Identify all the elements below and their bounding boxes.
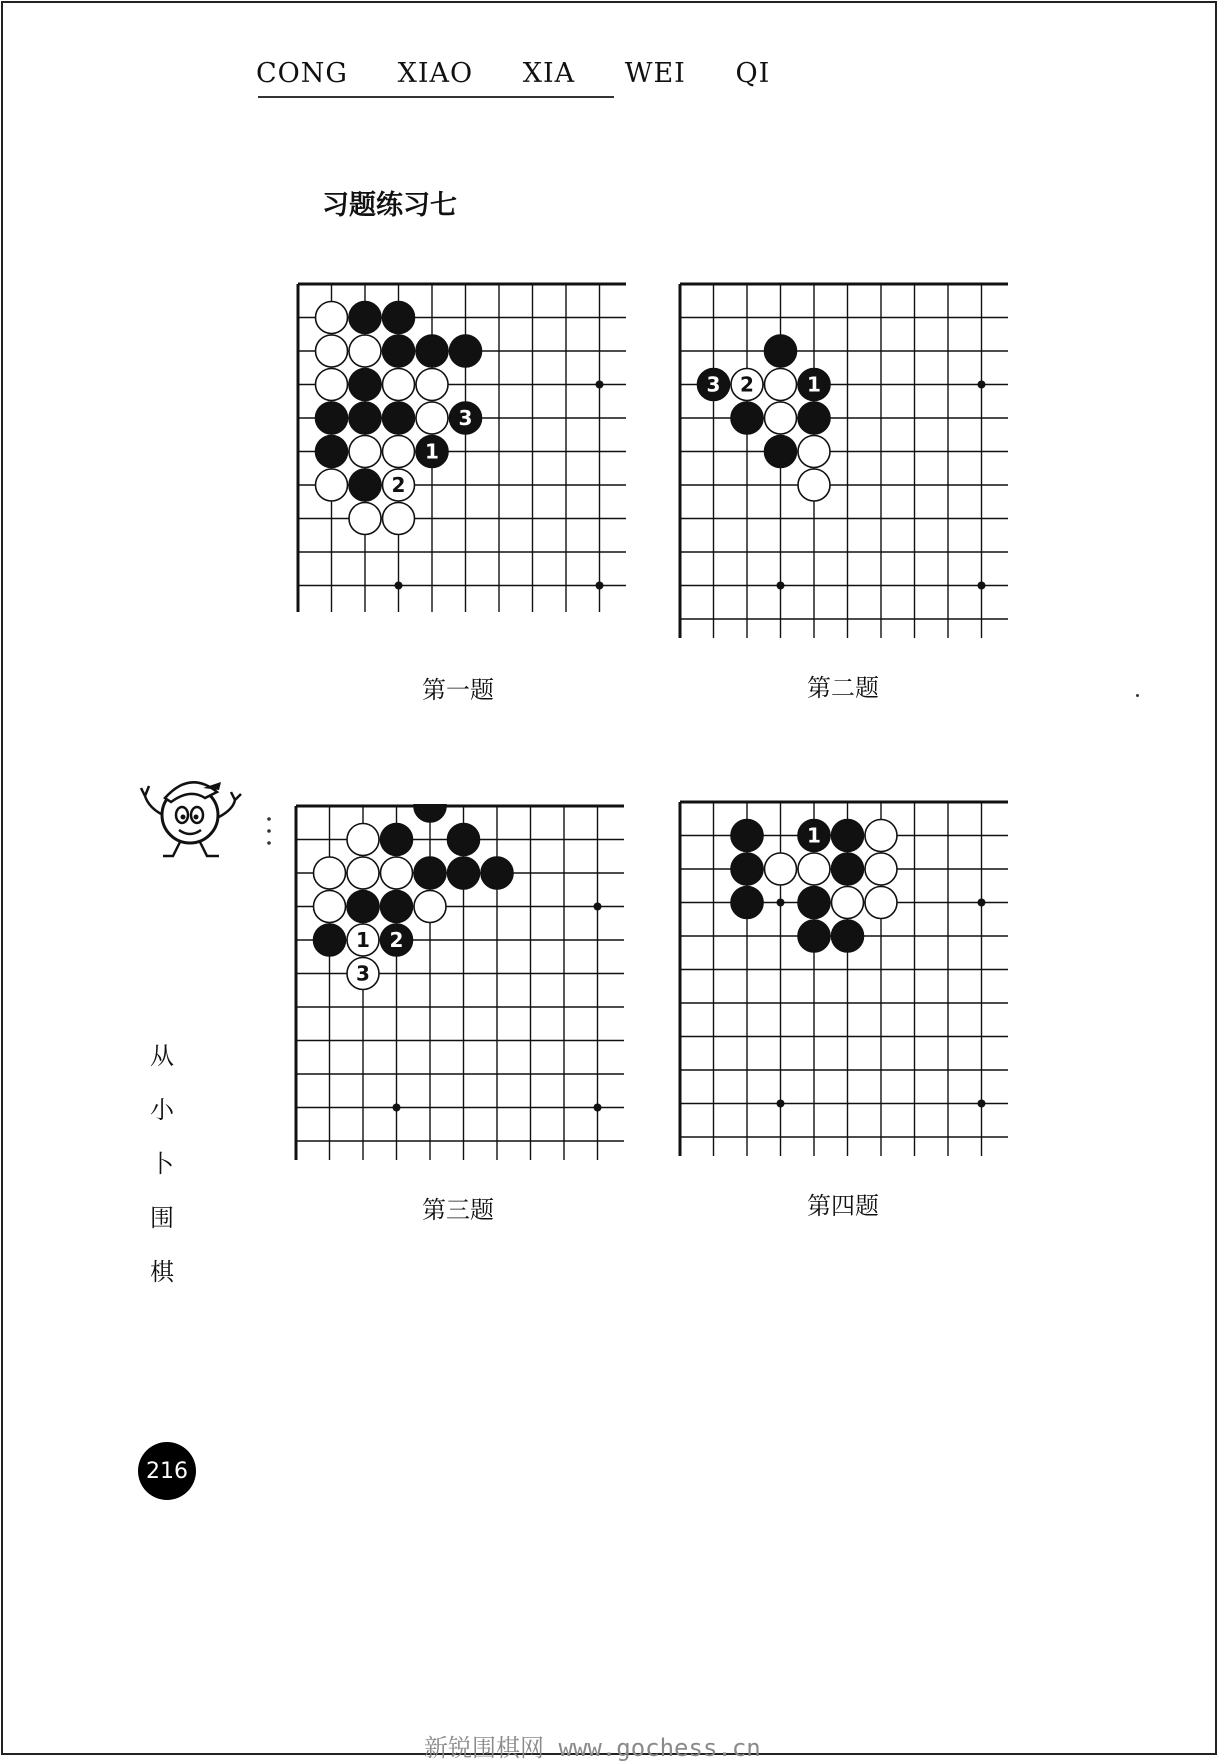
black-stone xyxy=(731,853,763,885)
black-stone xyxy=(450,402,482,434)
black-stone xyxy=(731,820,763,852)
star-point xyxy=(777,1100,785,1108)
white-stone xyxy=(865,820,897,852)
black-stone xyxy=(314,924,346,956)
stray-mark xyxy=(1136,694,1139,697)
black-stone xyxy=(481,857,513,889)
header-underline xyxy=(258,96,614,98)
black-stone xyxy=(832,853,864,885)
white-stone xyxy=(383,369,415,401)
star-point xyxy=(777,582,785,590)
side-title-char: 卜 xyxy=(150,1150,174,1178)
white-stone xyxy=(865,853,897,885)
black-stone xyxy=(798,369,830,401)
black-stone xyxy=(798,920,830,952)
problem-1-caption: 第一题 xyxy=(422,676,494,704)
black-stone xyxy=(349,402,381,434)
go-board-problem-3 xyxy=(294,804,624,1160)
problem-4-caption: 第四题 xyxy=(807,1192,879,1220)
black-stone xyxy=(765,335,797,367)
move-number: 3 xyxy=(706,372,721,397)
star-point xyxy=(978,1100,986,1108)
black-stone xyxy=(765,436,797,468)
black-stone xyxy=(450,335,482,367)
header-word: WEI xyxy=(624,58,686,89)
white-stone xyxy=(731,369,763,401)
white-stone xyxy=(383,469,415,501)
move-number: 1 xyxy=(807,372,821,397)
move-number: 3 xyxy=(458,406,473,430)
side-title-char: 围 xyxy=(150,1204,174,1232)
white-stone xyxy=(347,958,379,990)
move-number: 1 xyxy=(356,928,370,952)
black-stone xyxy=(832,820,864,852)
star-point xyxy=(594,1104,602,1112)
problem-2-caption: 第二题 xyxy=(807,674,879,702)
move-number: 2 xyxy=(389,928,404,952)
black-stone xyxy=(316,436,348,468)
white-stone xyxy=(349,503,381,535)
star-point xyxy=(978,582,986,590)
go-board-problem-1 xyxy=(296,282,626,612)
black-stone xyxy=(414,857,446,889)
black-stone xyxy=(381,891,413,923)
white-stone xyxy=(314,857,346,889)
side-title-char: 从 xyxy=(150,1042,174,1070)
white-stone xyxy=(765,402,797,434)
black-stone xyxy=(349,369,381,401)
black-stone xyxy=(731,402,763,434)
white-stone xyxy=(765,369,797,401)
white-stone xyxy=(416,369,448,401)
go-board-problem-4 xyxy=(678,800,1008,1156)
white-stone xyxy=(416,402,448,434)
white-stone xyxy=(798,469,830,501)
white-stone xyxy=(347,857,379,889)
move-number: 2 xyxy=(740,372,754,397)
black-stone xyxy=(383,402,415,434)
star-point xyxy=(393,1104,401,1112)
black-stone xyxy=(416,436,448,468)
white-stone xyxy=(316,469,348,501)
black-stone xyxy=(798,820,830,852)
white-stone xyxy=(349,436,381,468)
black-stone xyxy=(414,804,446,822)
black-stone xyxy=(349,469,381,501)
star-point xyxy=(978,899,986,907)
black-stone xyxy=(731,887,763,919)
header-word: CONG xyxy=(256,58,348,89)
header-word: XIAO xyxy=(397,58,474,89)
black-stone xyxy=(316,402,348,434)
star-point xyxy=(594,903,602,911)
star-point xyxy=(395,582,403,590)
watermark: 新锐围棋网 www.gochess.cn xyxy=(424,1734,761,1762)
black-stone xyxy=(383,302,415,334)
header-word: XIA xyxy=(522,58,576,89)
black-stone xyxy=(832,920,864,952)
white-stone xyxy=(765,853,797,885)
black-stone xyxy=(448,857,480,889)
header-word: QI xyxy=(735,58,771,89)
go-board-problem-2 xyxy=(678,282,1008,638)
white-stone xyxy=(347,924,379,956)
page-title: 习题练习七 xyxy=(322,190,457,221)
white-stone xyxy=(349,335,381,367)
white-stone xyxy=(865,887,897,919)
move-number: 1 xyxy=(807,823,821,848)
black-stone xyxy=(381,924,413,956)
page-number: 216 xyxy=(138,1442,196,1500)
white-stone xyxy=(798,436,830,468)
white-stone xyxy=(314,891,346,923)
black-stone xyxy=(416,335,448,367)
star-point xyxy=(777,899,785,907)
white-stone xyxy=(381,857,413,889)
black-stone xyxy=(383,335,415,367)
star-point xyxy=(596,582,604,590)
white-stone xyxy=(316,335,348,367)
white-stone xyxy=(832,887,864,919)
side-title-char: 小 xyxy=(150,1096,174,1124)
black-stone xyxy=(448,824,480,856)
white-stone xyxy=(383,436,415,468)
star-point xyxy=(596,381,604,389)
problem-3-caption: 第三题 xyxy=(422,1196,494,1224)
mascot-illustration xyxy=(135,760,245,860)
side-title-char: 棋 xyxy=(150,1258,174,1286)
white-stone xyxy=(414,891,446,923)
white-stone xyxy=(347,824,379,856)
move-number: 3 xyxy=(356,961,370,986)
decorative-dots xyxy=(265,815,275,855)
black-stone xyxy=(798,887,830,919)
white-stone xyxy=(316,369,348,401)
white-stone xyxy=(383,503,415,535)
star-point xyxy=(978,381,986,389)
black-stone xyxy=(349,302,381,334)
black-stone xyxy=(381,824,413,856)
black-stone xyxy=(698,369,730,401)
black-stone xyxy=(347,891,379,923)
move-number: 2 xyxy=(391,473,406,497)
black-stone xyxy=(798,402,830,434)
white-stone xyxy=(798,853,830,885)
white-stone xyxy=(316,302,348,334)
move-number: 1 xyxy=(425,439,439,464)
running-header xyxy=(256,58,810,89)
